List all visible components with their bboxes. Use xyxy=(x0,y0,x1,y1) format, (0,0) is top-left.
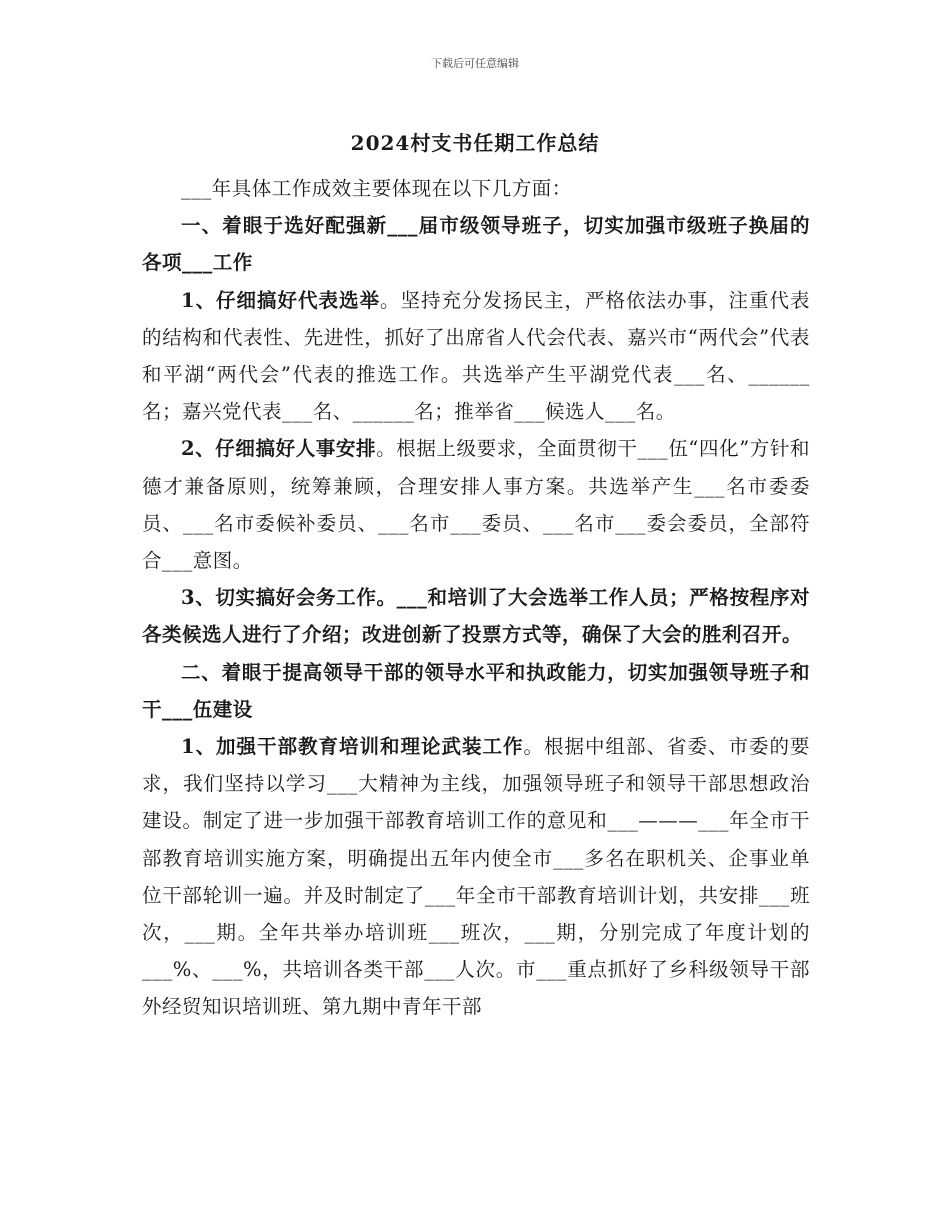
section-1-item-2-text: 。根据上级要求，全面贯彻干___伍“四化”方针和德才兼备原则，统筹兼顾，合理安排人事方案。共选举产生___名市委委员、___名市委候补委员、___名市___委员、___名市___委会委员，全部符合___意图。 xyxy=(142,437,810,573)
section-1-item-1-lead: 1、仔细搞好代表选举 xyxy=(181,288,381,312)
section-1-item-3 xyxy=(142,579,810,653)
section-1-item-2 xyxy=(142,430,810,579)
document-body xyxy=(142,170,810,1026)
header-note: 下载后可任意编辑 xyxy=(431,57,519,70)
document-title: 2024村支书任期工作总结 xyxy=(350,131,600,155)
section-1-item-3-lead: 3、切实搞好会务工作。___和培训了大会选举工作人员；严格按程序对各类候选人进行了介绍；改进创新了投票方式等，确保了大会的胜利召开。 xyxy=(142,586,810,647)
section-1-item-2-lead: 2、仔细搞好人事安排 xyxy=(181,437,377,461)
section-1-heading: 一、着眼于选好配强新___届市级领导班子，切实加强市级班子换届的各项___工作 xyxy=(142,214,810,275)
section-2-heading: 二、着眼于提高领导干部的领导水平和执政能力，切实加强领导班子和干___伍建设 xyxy=(142,660,810,721)
section-1-item-1-text: 。坚持充分发扬民主，严格依法办事，注重代表的结构和代表性、先进性，抓好了出席省人代会代表、嘉兴市“两代会”代表和平湖“两代会”代表的推选工作。共选举产生平湖党代表___名、______名；嘉兴党代表___名、______名；推举省___候选人___名。 xyxy=(142,288,810,424)
section-2-item-1-text: 。根据中组部、省委、市委的要求，我们坚持以学习___大精神为主线，加强领导班子和领导干部思想政治建设。制定了进一步加强干部教育培训工作的意见和___———___年全市干部教育培训实施方案，明确提出五年内使全市___多名在职机关、企事业单位干部轮训一遍。并及时制定了___年全市干部教育培训计划，共安排___班次，___期。全年共举办培训班___班次，___期，分别完成了年度计划的___%、___%，共培训各类干部___人次。市___重点抓好了乡科级领导干部外经贸知识培训班、第九期中青年干部 xyxy=(142,735,810,1019)
section-2-item-1 xyxy=(142,728,810,1026)
section-2-item-1-lead: 1、加强干部教育培训和理论武装工作 xyxy=(181,735,524,759)
section-1-item-1 xyxy=(142,282,810,431)
intro-paragraph: ___年具体工作成效主要体现在以下几方面： xyxy=(181,177,572,200)
